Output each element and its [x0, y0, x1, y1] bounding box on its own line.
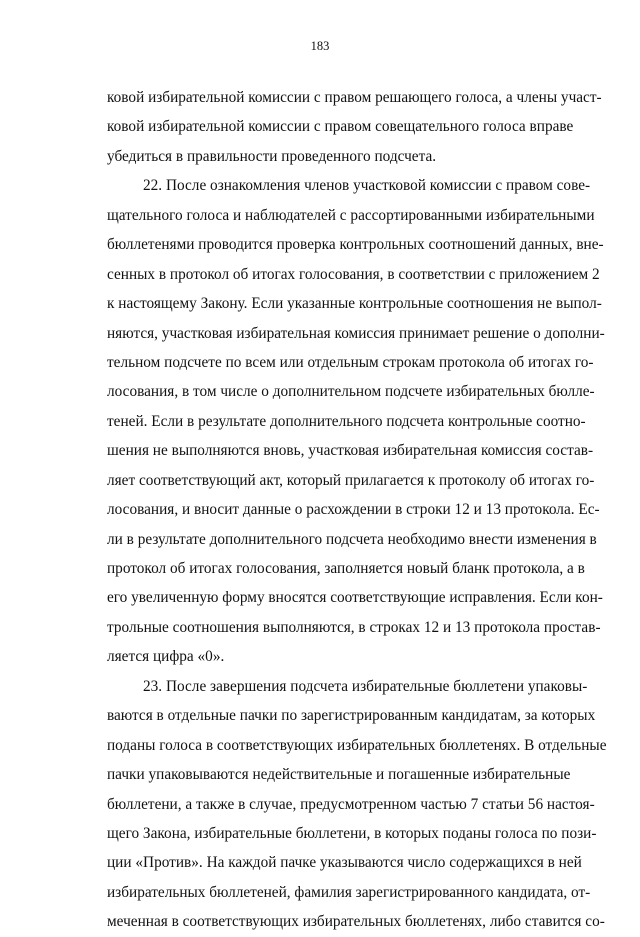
text-line: тельном подсчете по всем или отдельным строкам протокола об итогах го-: [107, 353, 594, 371]
text-line: шения не выполняются вновь, участковая избирательная комиссия состав-: [107, 442, 594, 460]
text-line: избирательных бюллетеней, фамилия зарегистрированного кандидата, от-: [107, 883, 591, 901]
body-text: [107, 83, 607, 937]
text-line: ляет соответствующий акт, который прилагается к протоколу об итогах го-: [107, 471, 595, 489]
text-line: бюллетенями проводится проверка контрольных соотношений данных, вне-: [107, 236, 604, 254]
paragraph-first-line: 23. После завершения подсчета избирательные бюллетени упаковы-: [143, 677, 588, 695]
text-line: к настоящему Закону. Если указанные контрольные соотношения не выпол-: [107, 295, 602, 313]
text-line: убедиться в правильности проведенного подсчета.: [107, 147, 437, 165]
text-line: няются, участковая избирательная комиссия принимает решение о дополни-: [107, 324, 605, 342]
text-line: ляется цифра «0».: [107, 648, 225, 666]
text-line: меченная в соответствующих избирательных бюллетенях, либо ставится со-: [107, 913, 605, 931]
text-line: протокол об итогах голосования, заполняется новый бланк протокола, а в: [107, 560, 585, 577]
text-line: ковой избирательной комиссии с правом решающего голоса, а члены участ-: [107, 89, 602, 106]
text-line: лосования, в том числе о дополнительном подсчете избирательных бюлле-: [107, 383, 595, 401]
text-line: ковой избирательной комиссии с правом совещательного голоса вправе: [107, 118, 574, 136]
text-line: трольные соотношения выполняются, в строках 12 и 13 протокола простав-: [107, 618, 601, 636]
text-line: сенных в протокол об итогах голосования, в соответствии с приложением 2: [107, 265, 600, 283]
text-line: пачки упаковываются недействительные и погашенные избирательные: [107, 766, 571, 784]
text-line: щательного голоса и наблюдателей с рассортированными избирательными: [107, 206, 595, 224]
text-line: ваются в отдельные пачки по зарегистрированным кандидатам, за которых: [107, 707, 596, 725]
text-line: теней. Если в результате дополнительного подсчета контрольные соотно-: [107, 412, 586, 430]
text-line: ли в результате дополнительного подсчета необходимо внести изменения в: [107, 530, 597, 548]
text-line: ции «Против». На каждой пачке указываются число содержащихся в ней: [107, 854, 582, 872]
text-line: его увеличенную форму вносятся соответствующие исправления. Если кон-: [107, 589, 603, 607]
paragraph-first-line: 22. После ознакомления членов участковой комиссии с правом сове-: [143, 177, 591, 195]
page-number: 183: [310, 39, 330, 53]
text-line: лосования, и вносит данные о расхождении в строки 12 и 13 протокола. Ес-: [107, 501, 600, 519]
text-line: поданы голоса в соответствующих избирательных бюллетенях. В отдельные: [107, 736, 607, 754]
text-line: бюллетени, а также в случае, предусмотренном частью 7 статьи 56 настоя-: [107, 795, 595, 813]
text-line: щего Закона, избирательные бюллетени, в которых поданы голоса по пози-: [107, 824, 597, 842]
